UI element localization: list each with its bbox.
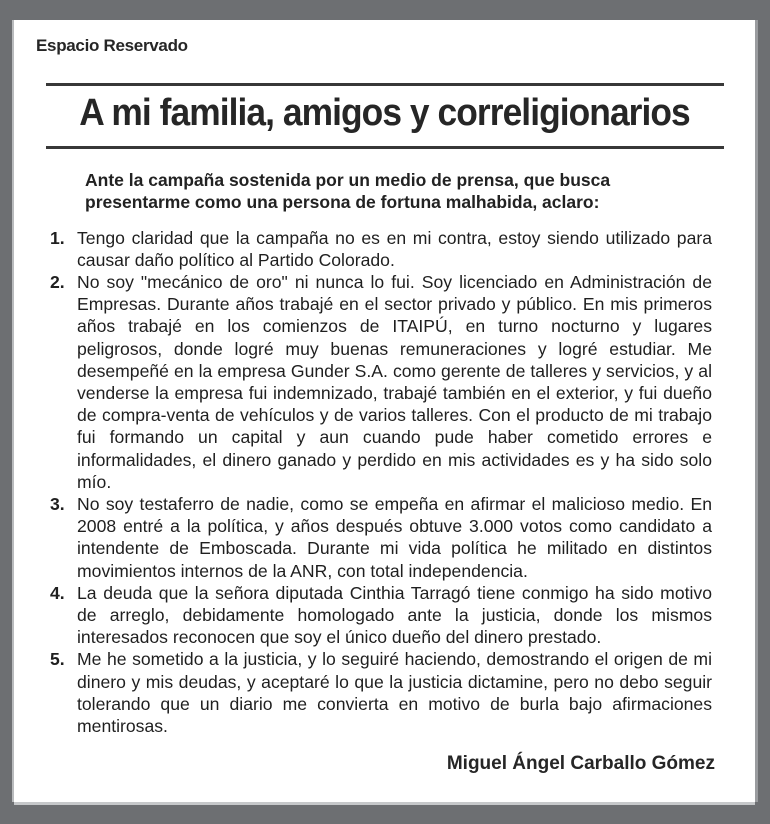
signature-name: Miguel Ángel Carballo Gómez xyxy=(446,753,715,775)
list-item xyxy=(50,493,712,582)
list-item-text: Me he sometido a la justicia, y lo seguiré haciendo, demostrando el origen de mi dinero y mis deudas, y aceptaré lo que la justicia dictamine, pero no debo seguir tolerando que un diario me convierta en motivo de burla bajo afirmaciones mentirosas. xyxy=(77,649,712,737)
list-item xyxy=(50,582,712,649)
list-item xyxy=(50,271,712,493)
list-item-number: 1. xyxy=(50,227,65,248)
list-item-text: La deuda que la señora diputada Cinthia Tarragó tiene conmigo ha sido motivo de arreglo, debidamente homologado ante la justicia, donde los mismos interesados reconocen que soy el único dueño del dinero prestado. xyxy=(77,582,712,648)
list-item-number: 4. xyxy=(50,582,65,603)
headline-rule-bottom xyxy=(46,146,724,149)
intro-paragraph: Ante la campaña sostenida por un medio de prensa, que busca presentarme como una persona de fortuna malhabida, aclaro: xyxy=(85,169,611,212)
numbered-list xyxy=(50,227,712,738)
list-item-text: No soy "mecánico de oro" ni nunca lo fui. Soy licenciado en Administración de Empresas. Durante años trabajé en el sector privado y público. En mis primeros años trabajé en los comienzos de ITAIPÚ, en turno nocturno y lugares peligrosos, donde logré muy buenas remuneraciones y logré estudiar. Me desempeñé en la empresa Gunder S.A. como gerente de talleres y servicios, y al venderse la empresa fui indemnizado, trabajé también en el exterior, y fui dueño de compra-venta de vehículos y de varios talleres. Con el producto de mi trabajo fui formando un capital y aun cuando pude haber cometido errores e informalidades, el dinero ganado y perdido en mis actividades es y ha sido solo mío. xyxy=(77,272,712,492)
list-item xyxy=(50,648,712,737)
list-item-number: 3. xyxy=(50,494,65,515)
paper-notice xyxy=(14,20,755,802)
list-item-text: No soy testaferro de nadie, como se empeña en afirmar el malicioso medio. En 2008 entré a la política, y años después obtuve 3.000 votos como candidato a intendente de Emboscada. Durante mi vida política he militado en distintos movimientos internos de la ANR, con total independencia. xyxy=(77,494,712,581)
notice-headline: A mi familia, amigos y correligionarios xyxy=(79,92,690,134)
list-item-text: Tengo claridad que la campaña no es en mi contra, estoy siendo utilizado para causar daño político al Partido Colorado. xyxy=(77,227,712,270)
reserved-space-label: Espacio Reservado xyxy=(36,36,188,55)
headline-rule-top xyxy=(46,83,724,86)
list-item-number: 5. xyxy=(50,649,65,670)
list-item xyxy=(50,227,712,271)
list-item-number: 2. xyxy=(50,272,65,292)
